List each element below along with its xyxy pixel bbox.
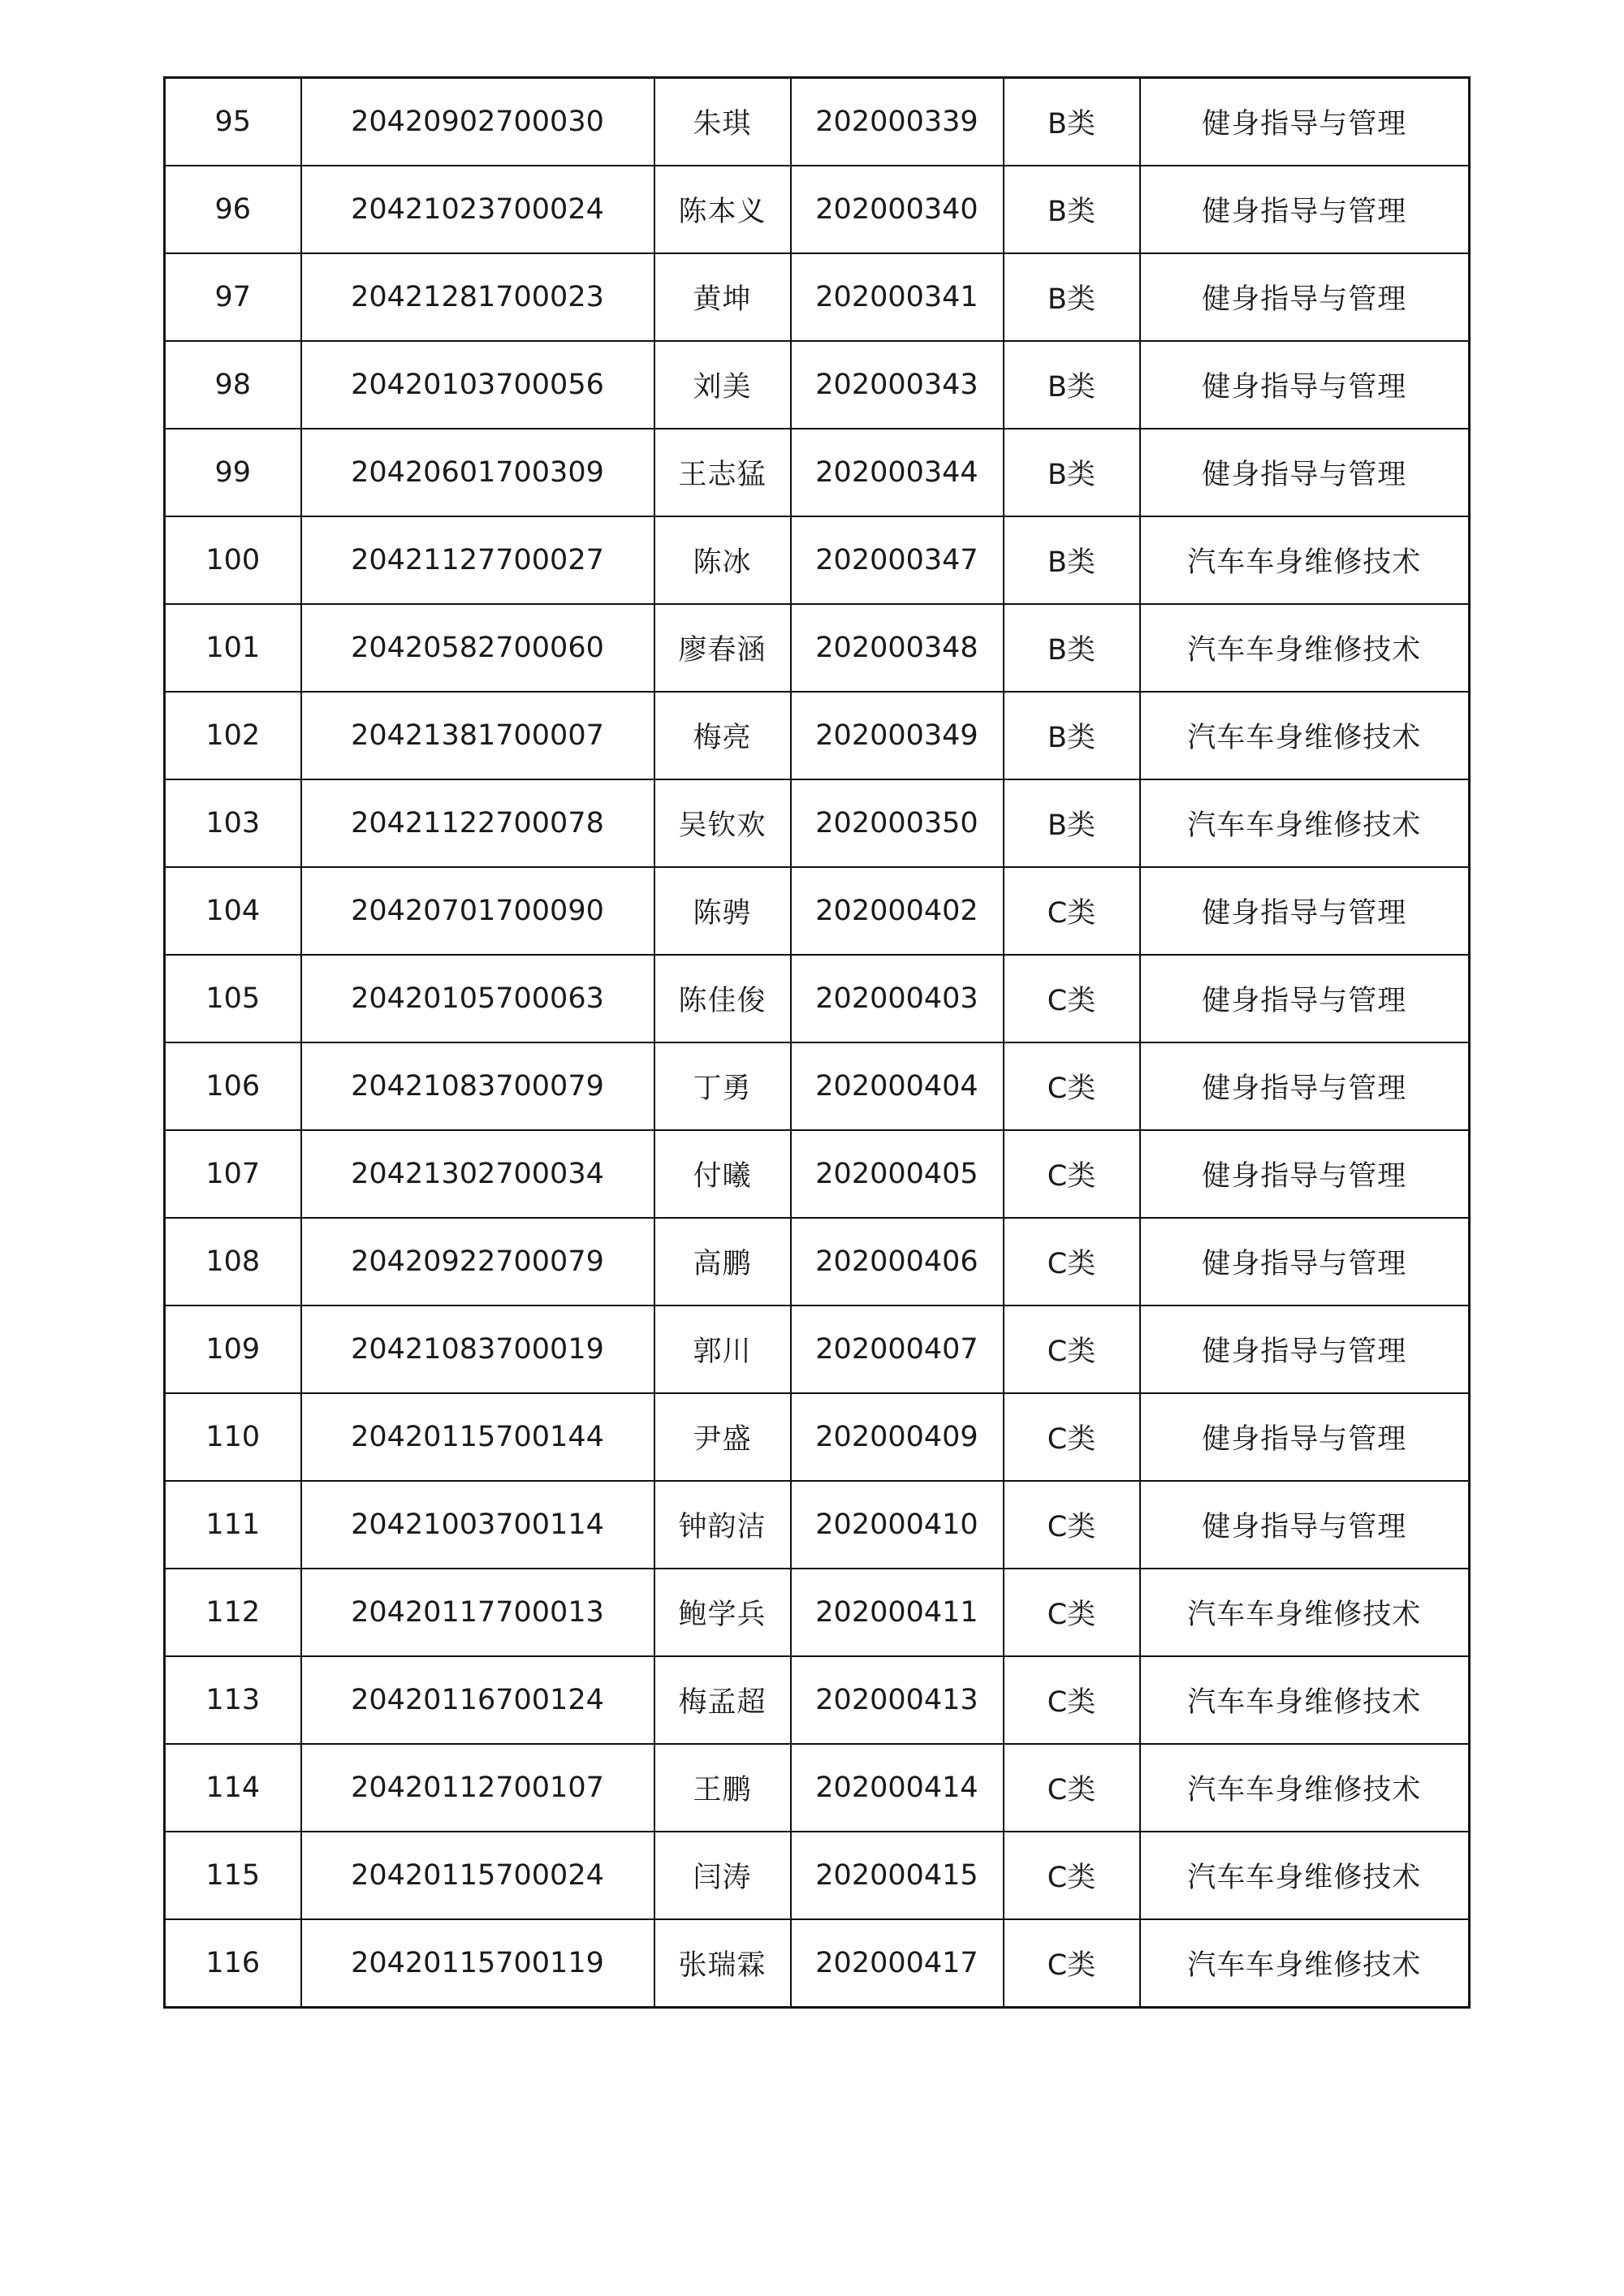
table-row bbox=[165, 779, 1470, 867]
cert-no-cell: 202000341 bbox=[791, 253, 1004, 341]
major-cell: 健身指导与管理 bbox=[1140, 253, 1470, 341]
table-row bbox=[165, 867, 1470, 955]
name-cell: 梅亮 bbox=[654, 692, 791, 779]
table-row bbox=[165, 1481, 1470, 1569]
cert-no-cell: 202000343 bbox=[791, 341, 1004, 429]
seq-cell: 109 bbox=[165, 1306, 301, 1393]
exam-no-cell: 20420117700013 bbox=[301, 1569, 654, 1656]
cert-no-cell: 202000413 bbox=[791, 1656, 1004, 1744]
table-row bbox=[165, 1042, 1470, 1130]
name-cell: 朱琪 bbox=[654, 78, 791, 166]
seq-cell: 100 bbox=[165, 516, 301, 604]
cert-no-cell: 202000404 bbox=[791, 1042, 1004, 1130]
exam-no-cell: 20420116700124 bbox=[301, 1656, 654, 1744]
major-cell: 汽车车身维修技术 bbox=[1140, 604, 1470, 692]
table-row bbox=[165, 1832, 1470, 1919]
exam-no-cell: 20420115700144 bbox=[301, 1393, 654, 1481]
table-row bbox=[165, 692, 1470, 779]
table-row bbox=[165, 1218, 1470, 1306]
exam-no-cell: 20420115700119 bbox=[301, 1919, 654, 2008]
name-cell: 陈冰 bbox=[654, 516, 791, 604]
table-row bbox=[165, 604, 1470, 692]
table-row bbox=[165, 429, 1470, 516]
name-cell: 廖春涵 bbox=[654, 604, 791, 692]
major-cell: 健身指导与管理 bbox=[1140, 1042, 1470, 1130]
cert-no-cell: 202000417 bbox=[791, 1919, 1004, 2008]
cert-no-cell: 202000414 bbox=[791, 1744, 1004, 1832]
category-cell: B类 bbox=[1004, 253, 1140, 341]
name-cell: 闫涛 bbox=[654, 1832, 791, 1919]
name-cell: 张瑞霖 bbox=[654, 1919, 791, 2008]
major-cell: 汽车车身维修技术 bbox=[1140, 692, 1470, 779]
category-cell: C类 bbox=[1004, 1218, 1140, 1306]
seq-cell: 98 bbox=[165, 341, 301, 429]
seq-cell: 113 bbox=[165, 1656, 301, 1744]
seq-cell: 95 bbox=[165, 78, 301, 166]
seq-cell: 116 bbox=[165, 1919, 301, 2008]
category-cell: C类 bbox=[1004, 1832, 1140, 1919]
name-cell: 尹盛 bbox=[654, 1393, 791, 1481]
major-cell: 健身指导与管理 bbox=[1140, 1481, 1470, 1569]
cert-no-cell: 202000340 bbox=[791, 166, 1004, 253]
exam-no-cell: 20420922700079 bbox=[301, 1218, 654, 1306]
category-cell: C类 bbox=[1004, 1306, 1140, 1393]
seq-cell: 115 bbox=[165, 1832, 301, 1919]
exam-no-cell: 20421302700034 bbox=[301, 1130, 654, 1218]
category-cell: B类 bbox=[1004, 341, 1140, 429]
major-cell: 健身指导与管理 bbox=[1140, 955, 1470, 1042]
name-cell: 高鹏 bbox=[654, 1218, 791, 1306]
cert-no-cell: 202000403 bbox=[791, 955, 1004, 1042]
exam-no-cell: 20420701700090 bbox=[301, 867, 654, 955]
cert-no-cell: 202000350 bbox=[791, 779, 1004, 867]
name-cell: 王鹏 bbox=[654, 1744, 791, 1832]
category-cell: B类 bbox=[1004, 692, 1140, 779]
exam-no-cell: 20421127700027 bbox=[301, 516, 654, 604]
name-cell: 付曦 bbox=[654, 1130, 791, 1218]
category-cell: C类 bbox=[1004, 1042, 1140, 1130]
cert-no-cell: 202000347 bbox=[791, 516, 1004, 604]
category-cell: B类 bbox=[1004, 516, 1140, 604]
name-cell: 郭川 bbox=[654, 1306, 791, 1393]
major-cell: 汽车车身维修技术 bbox=[1140, 779, 1470, 867]
major-cell: 健身指导与管理 bbox=[1140, 166, 1470, 253]
exam-no-cell: 20421122700078 bbox=[301, 779, 654, 867]
major-cell: 汽车车身维修技术 bbox=[1140, 1919, 1470, 2008]
category-cell: C类 bbox=[1004, 1569, 1140, 1656]
category-cell: C类 bbox=[1004, 1744, 1140, 1832]
cert-no-cell: 202000349 bbox=[791, 692, 1004, 779]
seq-cell: 104 bbox=[165, 867, 301, 955]
major-cell: 健身指导与管理 bbox=[1140, 1393, 1470, 1481]
name-cell: 刘美 bbox=[654, 341, 791, 429]
cert-no-cell: 202000406 bbox=[791, 1218, 1004, 1306]
seq-cell: 108 bbox=[165, 1218, 301, 1306]
table-row bbox=[165, 1569, 1470, 1656]
seq-cell: 99 bbox=[165, 429, 301, 516]
exam-no-cell: 20420582700060 bbox=[301, 604, 654, 692]
seq-cell: 114 bbox=[165, 1744, 301, 1832]
seq-cell: 106 bbox=[165, 1042, 301, 1130]
major-cell: 汽车车身维修技术 bbox=[1140, 1656, 1470, 1744]
category-cell: B类 bbox=[1004, 78, 1140, 166]
seq-cell: 103 bbox=[165, 779, 301, 867]
table-row bbox=[165, 1306, 1470, 1393]
cert-no-cell: 202000410 bbox=[791, 1481, 1004, 1569]
major-cell: 健身指导与管理 bbox=[1140, 1218, 1470, 1306]
category-cell: C类 bbox=[1004, 1656, 1140, 1744]
cert-no-cell: 202000339 bbox=[791, 78, 1004, 166]
exam-no-cell: 20421381700007 bbox=[301, 692, 654, 779]
seq-cell: 112 bbox=[165, 1569, 301, 1656]
exam-no-cell: 20420902700030 bbox=[301, 78, 654, 166]
table-row bbox=[165, 78, 1470, 166]
major-cell: 健身指导与管理 bbox=[1140, 429, 1470, 516]
cert-no-cell: 202000405 bbox=[791, 1130, 1004, 1218]
seq-cell: 107 bbox=[165, 1130, 301, 1218]
roster-body bbox=[165, 78, 1470, 2008]
major-cell: 健身指导与管理 bbox=[1140, 341, 1470, 429]
category-cell: B类 bbox=[1004, 429, 1140, 516]
seq-cell: 105 bbox=[165, 955, 301, 1042]
exam-no-cell: 20421003700114 bbox=[301, 1481, 654, 1569]
cert-no-cell: 202000407 bbox=[791, 1306, 1004, 1393]
exam-no-cell: 20421281700023 bbox=[301, 253, 654, 341]
table-row bbox=[165, 166, 1470, 253]
major-cell: 健身指导与管理 bbox=[1140, 1130, 1470, 1218]
category-cell: B类 bbox=[1004, 604, 1140, 692]
category-cell: C类 bbox=[1004, 1130, 1140, 1218]
seq-cell: 97 bbox=[165, 253, 301, 341]
cert-no-cell: 202000344 bbox=[791, 429, 1004, 516]
exam-no-cell: 20420115700024 bbox=[301, 1832, 654, 1919]
major-cell: 汽车车身维修技术 bbox=[1140, 1569, 1470, 1656]
name-cell: 陈佳俊 bbox=[654, 955, 791, 1042]
exam-no-cell: 20421023700024 bbox=[301, 166, 654, 253]
name-cell: 黄坤 bbox=[654, 253, 791, 341]
table-row bbox=[165, 1393, 1470, 1481]
table-row bbox=[165, 955, 1470, 1042]
category-cell: C类 bbox=[1004, 1481, 1140, 1569]
seq-cell: 110 bbox=[165, 1393, 301, 1481]
seq-cell: 101 bbox=[165, 604, 301, 692]
table-row bbox=[165, 1919, 1470, 2008]
cert-no-cell: 202000348 bbox=[791, 604, 1004, 692]
category-cell: C类 bbox=[1004, 955, 1140, 1042]
category-cell: C类 bbox=[1004, 1919, 1140, 2008]
seq-cell: 102 bbox=[165, 692, 301, 779]
name-cell: 陈骋 bbox=[654, 867, 791, 955]
table-row bbox=[165, 253, 1470, 341]
exam-no-cell: 20420105700063 bbox=[301, 955, 654, 1042]
major-cell: 汽车车身维修技术 bbox=[1140, 1744, 1470, 1832]
cert-no-cell: 202000411 bbox=[791, 1569, 1004, 1656]
cert-no-cell: 202000415 bbox=[791, 1832, 1004, 1919]
category-cell: B类 bbox=[1004, 166, 1140, 253]
major-cell: 健身指导与管理 bbox=[1140, 1306, 1470, 1393]
seq-cell: 96 bbox=[165, 166, 301, 253]
cert-no-cell: 202000409 bbox=[791, 1393, 1004, 1481]
exam-no-cell: 20420112700107 bbox=[301, 1744, 654, 1832]
exam-no-cell: 20421083700019 bbox=[301, 1306, 654, 1393]
major-cell: 健身指导与管理 bbox=[1140, 867, 1470, 955]
name-cell: 吴钦欢 bbox=[654, 779, 791, 867]
name-cell: 陈本义 bbox=[654, 166, 791, 253]
major-cell: 汽车车身维修技术 bbox=[1140, 516, 1470, 604]
major-cell: 健身指导与管理 bbox=[1140, 78, 1470, 166]
seq-cell: 111 bbox=[165, 1481, 301, 1569]
exam-no-cell: 20420601700309 bbox=[301, 429, 654, 516]
name-cell: 王志猛 bbox=[654, 429, 791, 516]
table-row bbox=[165, 1656, 1470, 1744]
table-row bbox=[165, 516, 1470, 604]
table-row bbox=[165, 1744, 1470, 1832]
name-cell: 丁勇 bbox=[654, 1042, 791, 1130]
category-cell: C类 bbox=[1004, 1393, 1140, 1481]
major-cell: 汽车车身维修技术 bbox=[1140, 1832, 1470, 1919]
name-cell: 鲍学兵 bbox=[654, 1569, 791, 1656]
table-row bbox=[165, 341, 1470, 429]
name-cell: 钟韵洁 bbox=[654, 1481, 791, 1569]
table-row bbox=[165, 1130, 1470, 1218]
exam-no-cell: 20420103700056 bbox=[301, 341, 654, 429]
name-cell: 梅孟超 bbox=[654, 1656, 791, 1744]
roster-table bbox=[163, 76, 1471, 2009]
exam-no-cell: 20421083700079 bbox=[301, 1042, 654, 1130]
cert-no-cell: 202000402 bbox=[791, 867, 1004, 955]
category-cell: C类 bbox=[1004, 867, 1140, 955]
category-cell: B类 bbox=[1004, 779, 1140, 867]
